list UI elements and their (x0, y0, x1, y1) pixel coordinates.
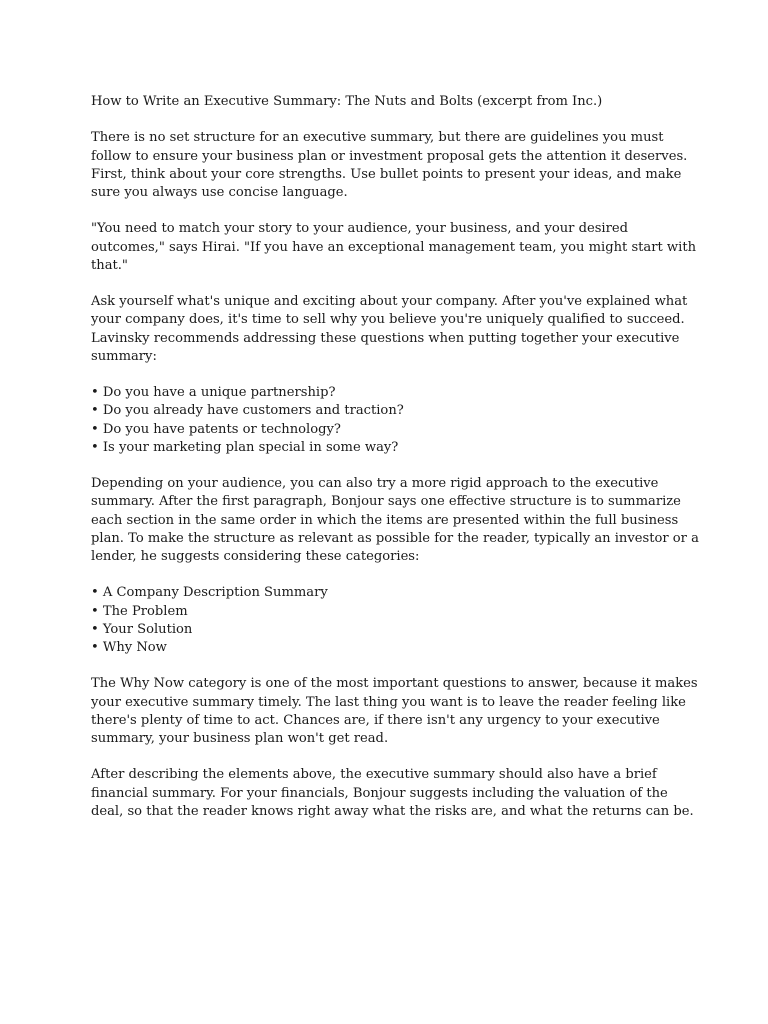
text-line: summary. After the first paragraph, Bonjour says one effective structure is to summarize (91, 494, 681, 510)
text-line: your executive summary timely. The last thing you want is to leave the reader feeling like (91, 694, 686, 710)
bullet-item: • Is your marketing plan special in some way? (91, 439, 399, 455)
text-line: There is no set structure for an executive summary, but there are guidelines you must (91, 130, 664, 146)
text-line: deal, so that the reader knows right away what the risks are, and what the returns can be. (91, 803, 694, 819)
bullet-item: • Do you have patents or technology? (91, 421, 341, 437)
text-line: Depending on your audience, you can also try a more rigid approach to the executive (91, 476, 659, 492)
bullet-item: • Do you have a unique partnership? (91, 385, 336, 401)
bullet-item: • A Company Description Summary (91, 585, 328, 601)
bullet-list-questions (91, 384, 691, 457)
text-line: "You need to match your story to your audience, your business, and your desired (91, 221, 629, 237)
text-line: plan. To make the structure as relevant as possible for the reader, typically an investor or a (91, 530, 699, 546)
text-line: outcomes," says Hirai. "If you have an exceptional management team, you might start with (91, 239, 697, 255)
text-line: each section in the same order in which the items are presented within the full business (91, 512, 679, 528)
paragraph-structure (91, 475, 699, 566)
bullet-item: • Why Now (91, 640, 167, 655)
text-line: there's plenty of time to act. Chances are, if there isn't any urgency to your executive (91, 712, 660, 728)
paragraph-financials (91, 766, 694, 821)
paragraph-intro (91, 129, 691, 202)
document-page (91, 93, 699, 839)
paragraph-unique (91, 293, 691, 366)
text-line: that." (91, 257, 128, 273)
bullet-item: • The Problem (91, 603, 188, 619)
text-line: Ask yourself what's unique and exciting about your company. After you've explained what (91, 294, 688, 310)
text-line: After describing the elements above, the executive summary should also have a brief (91, 767, 657, 783)
text-line: Lavinsky recommends addressing these questions when putting together your executive (91, 330, 680, 346)
bullet-item: • Your Solution (91, 621, 193, 637)
text-line: follow to ensure your business plan or investment proposal gets the attention it deserves. (91, 148, 688, 164)
text-line: sure you always use concise language. (91, 185, 348, 200)
bullet-item: • Do you already have customers and traction? (91, 403, 404, 419)
text-line: lender, he suggests considering these categories: (91, 549, 420, 564)
text-line: The Why Now category is one of the most important questions to answer, because it makes (91, 676, 698, 692)
text-line: First, think about your core strengths. Use bullet points to present your ideas, and make (91, 166, 682, 182)
text-line: summary: (91, 348, 157, 364)
text-line: summary, your business plan won't get read. (91, 731, 389, 746)
text-line: your company does, it's time to sell why you believe you're uniquely qualified to succeed. (91, 312, 685, 328)
bullet-list-categories (91, 584, 691, 657)
paragraph-why-now (91, 675, 698, 748)
document-title: How to Write an Executive Summary: The Nuts and Bolts (excerpt from Inc.) (91, 94, 603, 109)
paragraph-quote (91, 220, 697, 275)
text-line: financial summary. For your financials, Bonjour suggests including the valuation of the (91, 785, 668, 801)
